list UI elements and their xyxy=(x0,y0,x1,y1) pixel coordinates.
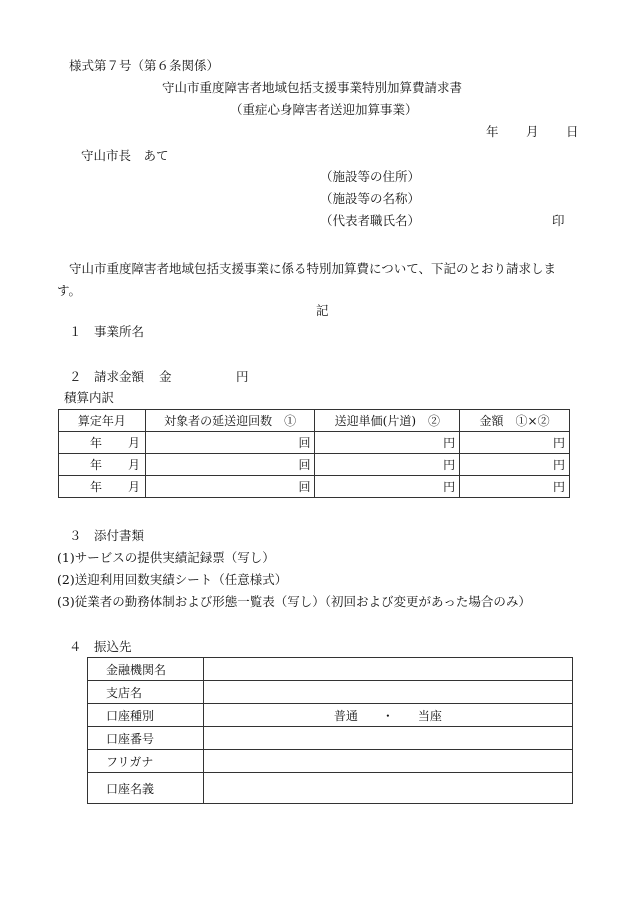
unit-price-cell[interactable]: 円 xyxy=(315,454,460,476)
account-type-label: 口座種別 xyxy=(88,704,204,727)
bank-row xyxy=(88,727,573,750)
facility-name-label: （施設等の名称） xyxy=(320,191,421,206)
furigana-field[interactable] xyxy=(203,750,572,773)
unit-price-cell[interactable]: 円 xyxy=(315,432,460,454)
facility-address-label: （施設等の住所） xyxy=(320,169,421,184)
amount-cell[interactable]: 円 xyxy=(460,432,570,454)
table-row xyxy=(59,454,570,476)
section2-yen: 円 xyxy=(236,369,249,384)
bank-table xyxy=(87,657,573,804)
branch-name-label: 支店名 xyxy=(88,681,204,704)
amount-cell[interactable]: 円 xyxy=(460,476,570,498)
branch-name-field[interactable] xyxy=(203,681,572,704)
breakdown-title: 積算内訳 xyxy=(64,390,115,405)
header-amount: 金額 ①×② xyxy=(460,410,570,432)
document-subtitle: （重症心身障害者送迎加算事業） xyxy=(230,102,418,117)
account-number-field[interactable] xyxy=(203,727,572,750)
account-holder-label: 口座名義 xyxy=(88,773,204,804)
attachment-item: (3)従業者の勤務体制および形態一覧表（写し）（初回および変更があった場合のみ） xyxy=(57,594,531,609)
header-calc-month: 算定年月 xyxy=(59,410,146,432)
account-type-options[interactable]: 普通 ・ 当座 xyxy=(203,704,572,727)
seal-mark: 印 xyxy=(552,213,565,228)
addressee: 守山市長 あて xyxy=(81,148,169,163)
table-row xyxy=(59,476,570,498)
year-month-cell[interactable]: 年 月 xyxy=(59,432,146,454)
bank-name-field[interactable] xyxy=(203,658,572,681)
count-cell[interactable]: 回 xyxy=(145,454,315,476)
header-trip-count: 対象者の延送迎回数 ① xyxy=(145,410,315,432)
representative-label: （代表者職氏名） xyxy=(320,213,421,228)
document-title: 守山市重度障害者地域包括支援事業特別加算費請求書 xyxy=(162,80,463,95)
attachment-item: (1)サービスの提供実績記録票（写し） xyxy=(57,550,275,565)
request-body-text: 守山市重度障害者地域包括支援事業に係る特別加算費について、下記のとおり請求します。 xyxy=(57,261,557,298)
section3-attachments: ３ 添付書類 xyxy=(69,528,145,543)
section1-business-name: １ 事業所名 xyxy=(69,324,145,339)
year-month-cell[interactable]: 年 月 xyxy=(59,454,146,476)
year-month-cell[interactable]: 年 月 xyxy=(59,476,146,498)
count-cell[interactable]: 回 xyxy=(145,432,315,454)
section2-kin: 金 xyxy=(159,369,172,384)
count-cell[interactable]: 回 xyxy=(145,476,315,498)
bank-row xyxy=(88,704,573,727)
furigana-label: フリガナ xyxy=(88,750,204,773)
date-year: 年 xyxy=(486,124,499,139)
bank-row xyxy=(88,681,573,704)
header-unit-price: 送迎単価(片道) ② xyxy=(315,410,460,432)
date-month: 月 xyxy=(526,124,539,139)
table-row xyxy=(59,432,570,454)
account-holder-field[interactable] xyxy=(203,773,572,804)
section2-claim-amount: ２ 請求金額 xyxy=(69,369,145,384)
breakdown-header-row xyxy=(59,410,570,432)
amount-cell[interactable]: 円 xyxy=(460,454,570,476)
bank-row xyxy=(88,750,573,773)
bank-row xyxy=(88,773,573,804)
section4-transfer-to: ４ 振込先 xyxy=(69,639,132,654)
attachment-item: (2)送迎利用回数実績シート（任意様式） xyxy=(57,572,288,587)
ki-heading: 記 xyxy=(316,303,329,318)
unit-price-cell[interactable]: 円 xyxy=(315,476,460,498)
account-number-label: 口座番号 xyxy=(88,727,204,750)
bank-name-label: 金融機関名 xyxy=(88,658,204,681)
form-number: 様式第７号（第６条関係） xyxy=(69,58,220,73)
breakdown-table xyxy=(58,409,570,498)
bank-row xyxy=(88,658,573,681)
date-day: 日 xyxy=(566,124,579,139)
